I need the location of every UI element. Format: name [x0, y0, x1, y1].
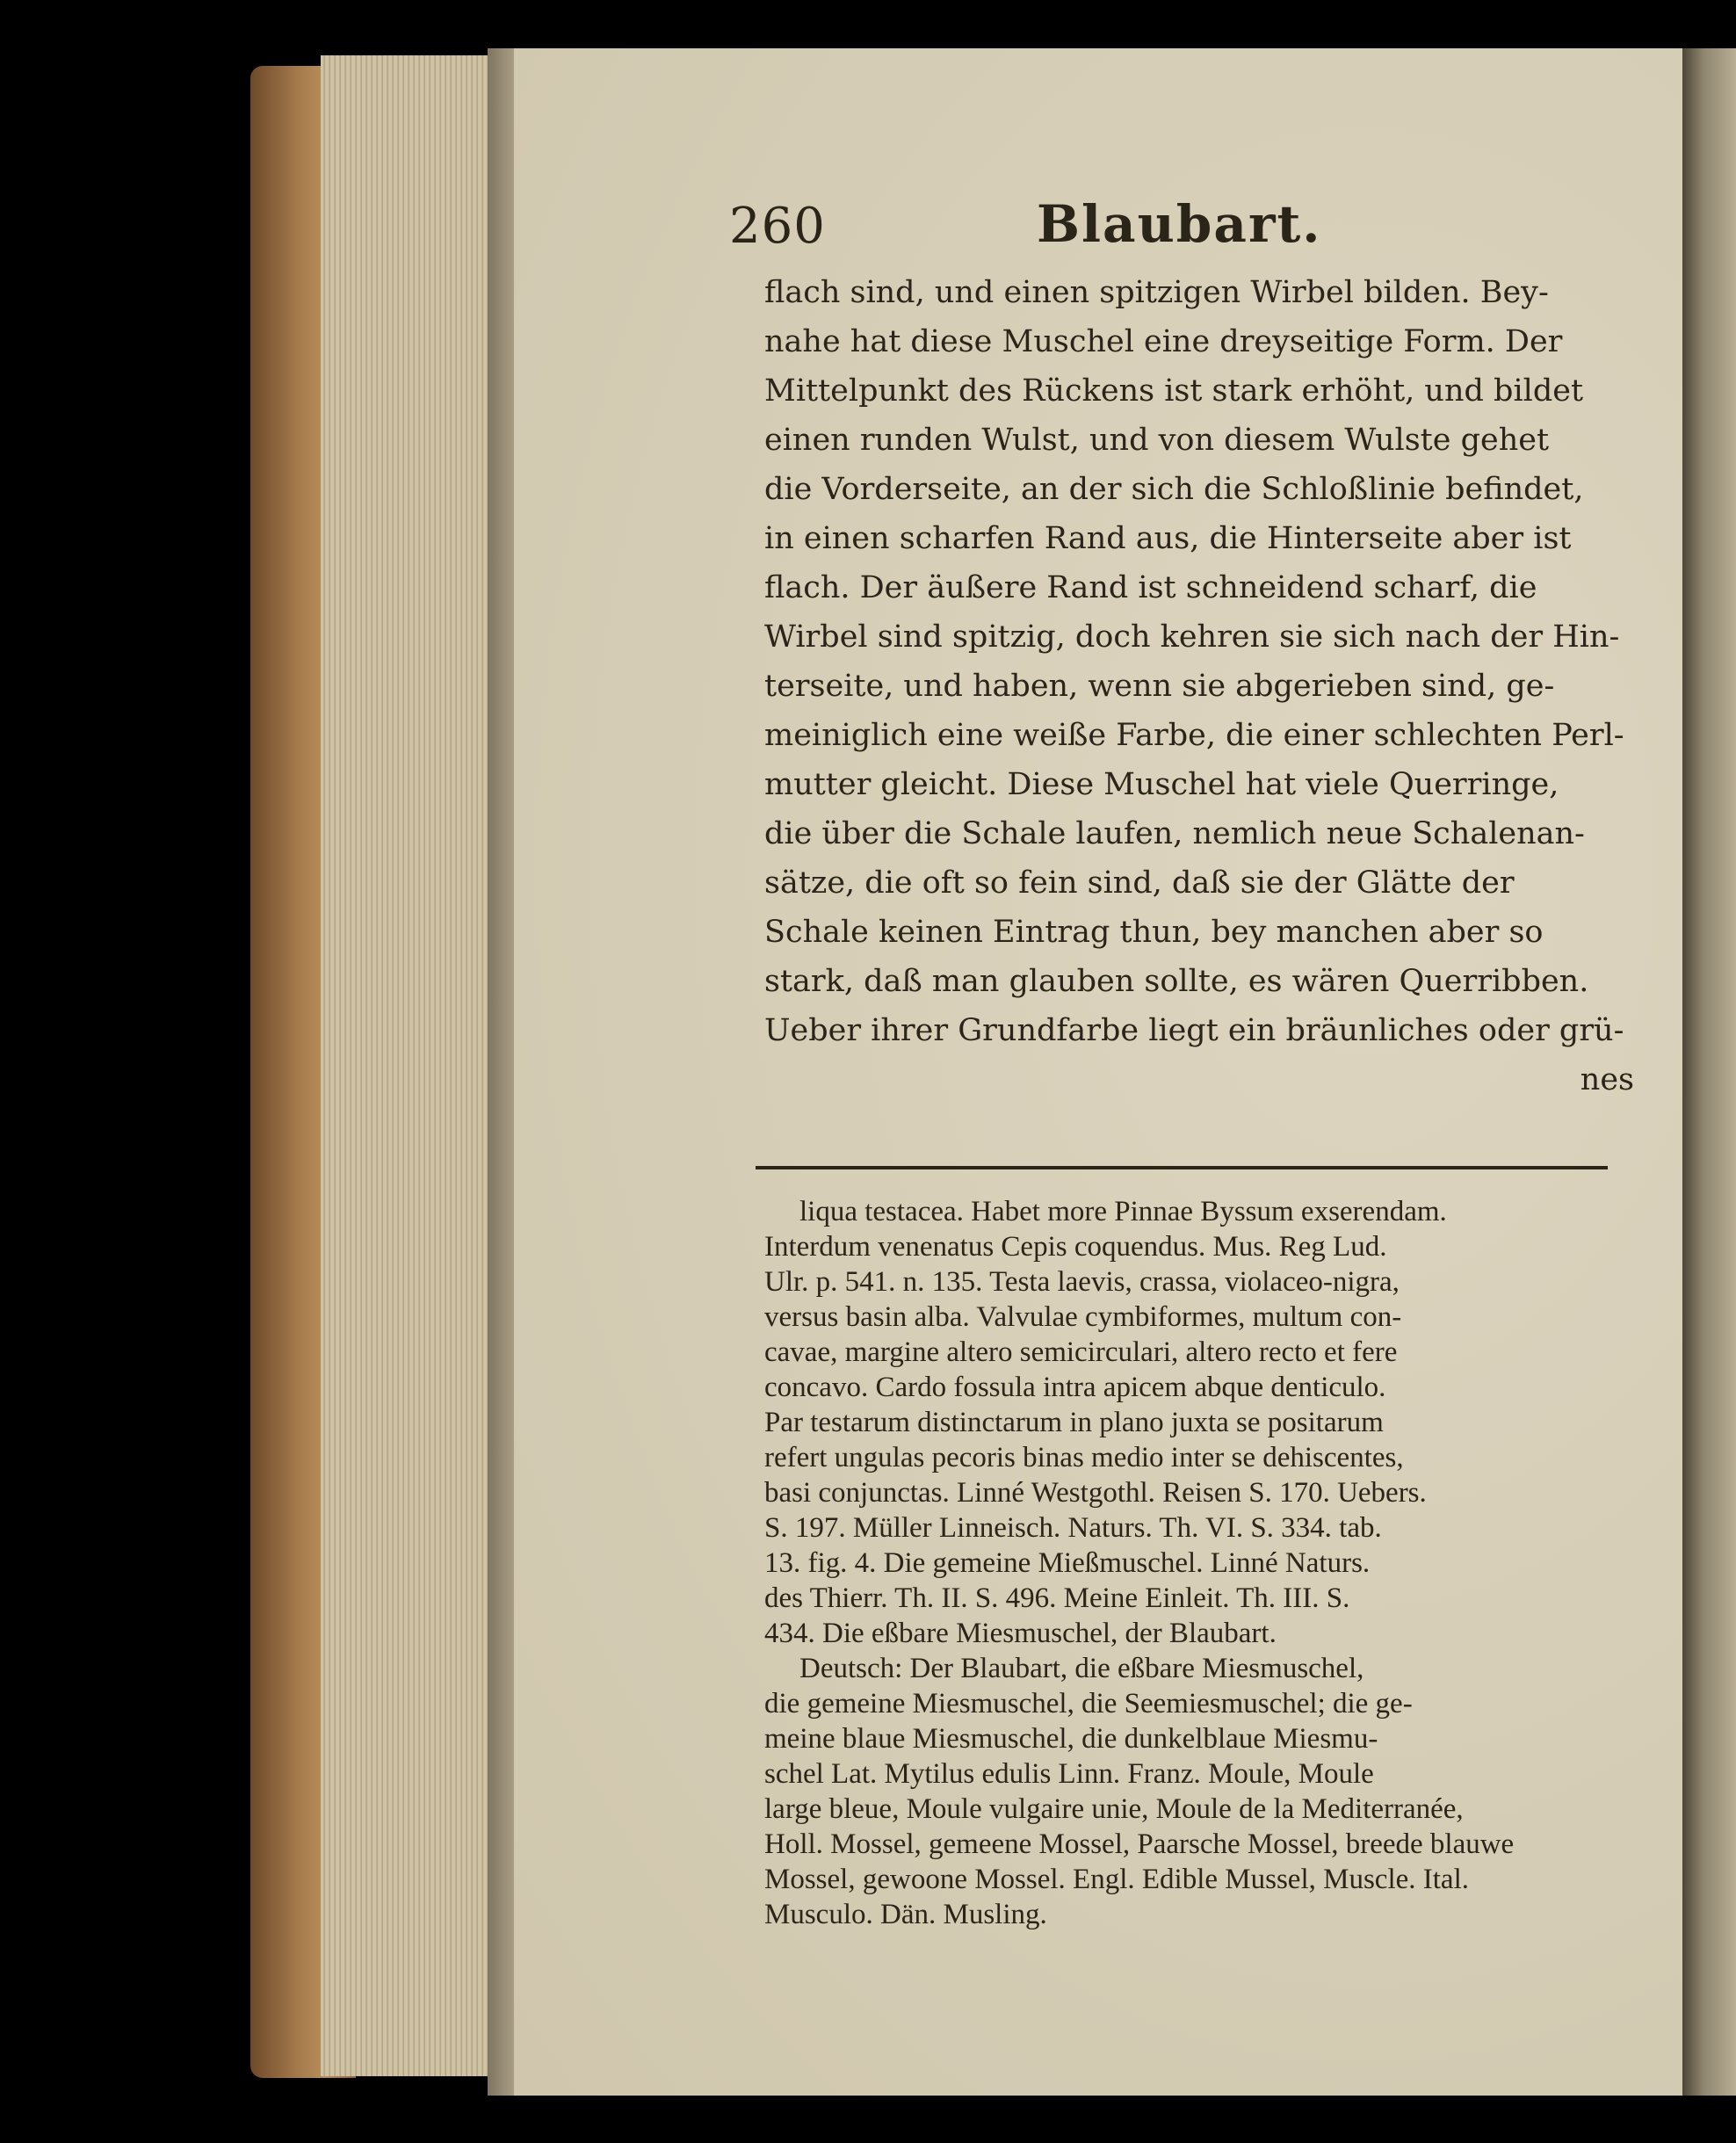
footnote-line: concavo. Cardo fossula intra apicem abque denticulo.: [764, 1372, 1386, 1403]
text-line: Mittelpunkt des Rückens ist stark erhöht, und bildet: [764, 373, 1584, 409]
page-content: [729, 189, 1652, 1932]
footnote-line: S. 197. Müller Linneisch. Naturs. Th. VI. S. 334. tab.: [764, 1512, 1382, 1544]
footnote-line: Mossel, gewoone Mossel. Engl. Edible Mussel, Muscle. Ital.: [764, 1864, 1469, 1895]
footnote: [764, 1194, 1617, 1932]
text-line: sätze, die oft so fein sind, daß sie der Glätte der: [764, 865, 1515, 901]
footnote-line: large bleue, Moule vulgaire unie, Moule de la Mediterranée,: [764, 1793, 1464, 1825]
page-edges: [321, 55, 496, 2076]
footnote-divider: [756, 1166, 1608, 1169]
text-line: nahe hat diese Muschel eine dreyseitige Form. Der: [764, 324, 1563, 359]
footnote-line: versus basin alba. Valvulae cymbiformes, multum con-: [764, 1301, 1402, 1333]
catchword: nes: [1580, 1062, 1634, 1097]
page-header: [729, 189, 1652, 268]
text-line: die Vorderseite, an der sich die Schloßlinie befindet,: [764, 472, 1584, 507]
main-text: [764, 268, 1634, 1055]
footnote-line: refert ungulas pecoris binas medio inter se dehiscentes,: [764, 1442, 1404, 1473]
text-line: mutter gleicht. Diese Muschel hat viele Querringe,: [764, 767, 1559, 802]
footnote-line: meine blaue Miesmuschel, die dunkelblaue Miesmu-: [764, 1723, 1378, 1755]
running-title: Blaubart.: [1037, 194, 1322, 254]
text-line: meiniglich eine weiße Farbe, die einer schlechten Perl-: [764, 718, 1624, 753]
footnote-line: 434. Die eßbare Miesmuschel, der Blaubart.: [764, 1618, 1277, 1649]
text-line: Ueber ihrer Grundfarbe liegt ein bräunliches oder grü-: [764, 1013, 1624, 1048]
footnote-line: basi conjunctas. Linné Westgothl. Reisen S. 170. Uebers.: [764, 1477, 1427, 1509]
footnote-line: die gemeine Miesmuschel, die Seemiesmuschel; die ge-: [764, 1688, 1413, 1719]
footnote-line: Musculo. Dän. Musling.: [764, 1899, 1047, 1930]
footnote-line: schel Lat. Mytilus edulis Linn. Franz. Moule, Moule: [764, 1758, 1374, 1790]
text-line: einen runden Wulst, und von diesem Wulste gehet: [764, 423, 1550, 458]
footnote-line: Deutsch: Der Blaubart, die eßbare Miesmuschel,: [799, 1653, 1364, 1684]
footnote-line: Ulr. p. 541. n. 135. Testa laevis, crassa, violaceo-nigra,: [764, 1266, 1400, 1298]
text-line: terseite, und haben, wenn sie abgerieben sind, ge-: [764, 669, 1555, 704]
text-line: Schale keinen Eintrag thun, bey manchen aber so: [764, 915, 1544, 950]
footnote-line: des Thierr. Th. II. S. 496. Meine Einleit. Th. III. S.: [764, 1582, 1350, 1614]
text-line: stark, daß man glauben sollte, es wären Querribben.: [764, 964, 1589, 999]
text-line: flach. Der äußere Rand ist schneidend scharf, die: [764, 570, 1537, 605]
footnote-line: Holl. Mossel, gemeene Mossel, Paarsche Mossel, breede blauwe: [764, 1828, 1515, 1860]
text-line: Wirbel sind spitzig, doch kehren sie sich nach der Hin-: [764, 619, 1620, 655]
footnote-line: Interdum venenatus Cepis coquendus. Mus. Reg Lud.: [764, 1231, 1387, 1263]
footnote-line: liqua testacea. Habet more Pinnae Byssum exserendam.: [799, 1196, 1447, 1227]
footnote-line: cavae, margine altero semicirculari, altero recto et fere: [764, 1336, 1398, 1368]
facing-page-edge: [1682, 48, 1736, 2096]
text-line: in einen scharfen Rand aus, die Hinterseite aber ist: [764, 521, 1572, 556]
footnote-line: Par testarum distinctarum in plano juxta se positarum: [764, 1407, 1384, 1438]
page-number: 260: [729, 198, 826, 255]
text-line: flach sind, und einen spitzigen Wirbel bilden. Bey-: [764, 275, 1549, 310]
text-line: die über die Schale laufen, nemlich neue Schalenan-: [764, 816, 1585, 851]
footnote-line: 13. fig. 4. Die gemeine Mießmuschel. Linné Naturs.: [764, 1547, 1371, 1579]
